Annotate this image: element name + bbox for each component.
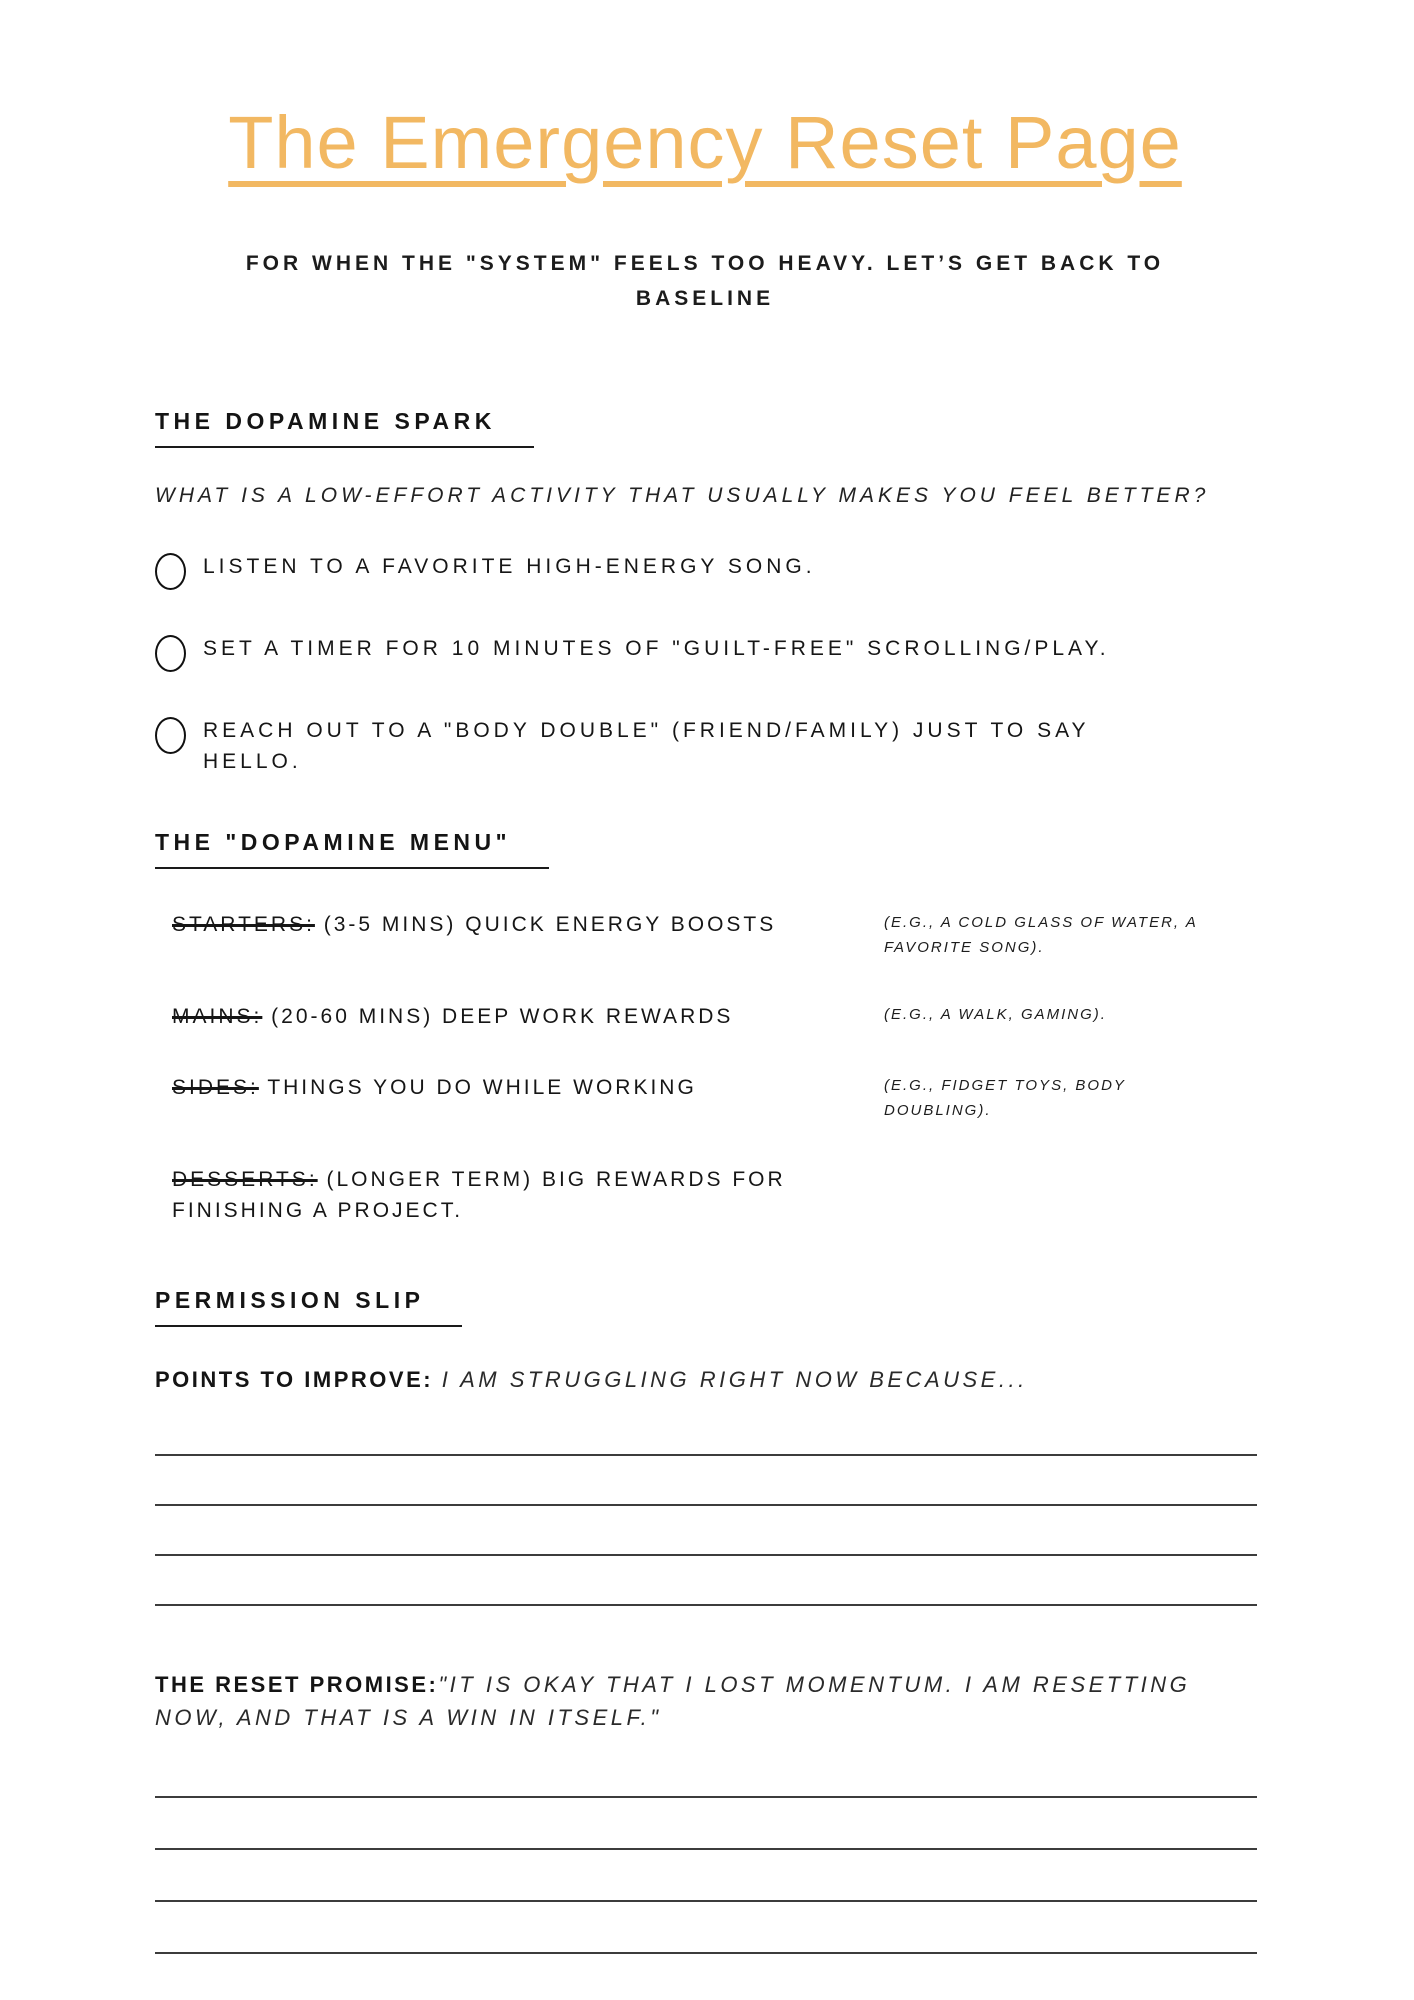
writing-line[interactable]: [155, 1506, 1257, 1556]
section-heading-dopamine-menu: THE "DOPAMINE MENU": [155, 829, 549, 869]
page-subtitle: FOR WHEN THE "SYSTEM" FEELS TOO HEAVY. LET’S GET BACK TO BASELINE: [245, 252, 1165, 310]
menu-item-note: (E.G., A COLD GLASS OF WATER, A FAVORITE SONG).: [884, 914, 1198, 956]
spark-question: WHAT IS A LOW-EFFORT ACTIVITY THAT USUALLY MAKES YOU FEEL BETTER?: [155, 484, 1210, 508]
menu-item-description: (LONGER TERM) BIG REWARDS FOR FINISHING A PROJECT.: [172, 1167, 786, 1223]
menu-item-description: (20-60 MINS) DEEP WORK REWARDS: [262, 1004, 734, 1028]
menu-item-note: [884, 1164, 1214, 1166]
menu-item-note: (E.G., FIDGET TOYS, BODY DOUBLING).: [884, 1077, 1126, 1119]
menu-item-text: [172, 1001, 882, 1033]
writing-lines-points: [155, 1406, 1257, 1606]
points-to-improve-label: POINTS TO IMPROVE:: [155, 1366, 442, 1392]
writing-line[interactable]: [155, 1850, 1257, 1902]
writing-line[interactable]: [155, 1798, 1257, 1850]
checkbox-circle-icon[interactable]: [155, 553, 186, 590]
section-heading-dopamine-spark: THE DOPAMINE SPARK: [155, 408, 534, 448]
list-item: [155, 716, 1255, 777]
list-item: [155, 552, 1255, 590]
menu-item-category: MAINS:: [172, 1004, 263, 1028]
menu-checklist: [155, 909, 1255, 1227]
menu-item-category: STARTERS:: [172, 913, 315, 937]
writing-line[interactable]: [155, 1902, 1257, 1954]
section-dopamine-spark: [155, 408, 1255, 777]
writing-line[interactable]: [155, 1456, 1257, 1506]
points-to-improve-prompt: I AM STRUGGLING RIGHT NOW BECAUSE...: [441, 1366, 1028, 1392]
section-heading-permission-slip: PERMISSION SLIP: [155, 1287, 462, 1327]
menu-item-category: DESSERTS:: [172, 1167, 318, 1191]
menu-item-text: [172, 909, 882, 941]
reset-promise-label: THE RESET PROMISE:: [155, 1671, 439, 1697]
menu-item-category: SIDES:: [172, 1076, 259, 1100]
list-item: [155, 909, 1255, 961]
menu-item-description: (3-5 MINS) QUICK ENERGY BOOSTS: [314, 913, 777, 937]
list-item: [155, 1072, 1255, 1124]
list-item: [155, 1164, 1255, 1227]
page-title: The Emergency Reset Page: [228, 101, 1182, 184]
menu-item-note: (E.G., A WALK, GAMING).: [884, 1005, 1107, 1023]
points-to-improve-line: [155, 1363, 1255, 1396]
checkbox-circle-icon[interactable]: [155, 717, 186, 754]
list-item: [155, 634, 1255, 672]
writing-line[interactable]: [155, 1746, 1257, 1798]
writing-lines-promise: [155, 1746, 1257, 1954]
section-permission-slip: [155, 1287, 1255, 1954]
menu-item-description: THINGS YOU DO WHILE WORKING: [258, 1076, 697, 1100]
spark-checklist: [155, 552, 1255, 777]
section-dopamine-menu: [155, 829, 1255, 1227]
checklist-item-label: REACH OUT TO A "BODY DOUBLE" (FRIEND/FAMILY) JUST TO SAY HELLO.: [203, 719, 1090, 773]
reset-promise-line: [155, 1668, 1235, 1734]
writing-line[interactable]: [155, 1556, 1257, 1606]
reset-promise-text: "IT IS OKAY THAT I LOST MOMENTUM. I AM RESETTING NOW, AND THAT IS A WIN IN ITSELF.": [155, 1671, 1191, 1730]
checklist-item-label: SET A TIMER FOR 10 MINUTES OF "GUILT-FREE" SCROLLING/PLAY.: [203, 637, 1110, 661]
checklist-item-label: LISTEN TO A FAVORITE HIGH-ENERGY SONG.: [203, 555, 816, 579]
writing-line[interactable]: [155, 1406, 1257, 1456]
list-item: [155, 1001, 1255, 1033]
menu-item-text: [172, 1072, 882, 1104]
checkbox-circle-icon[interactable]: [155, 635, 186, 672]
menu-item-text: [172, 1164, 882, 1227]
